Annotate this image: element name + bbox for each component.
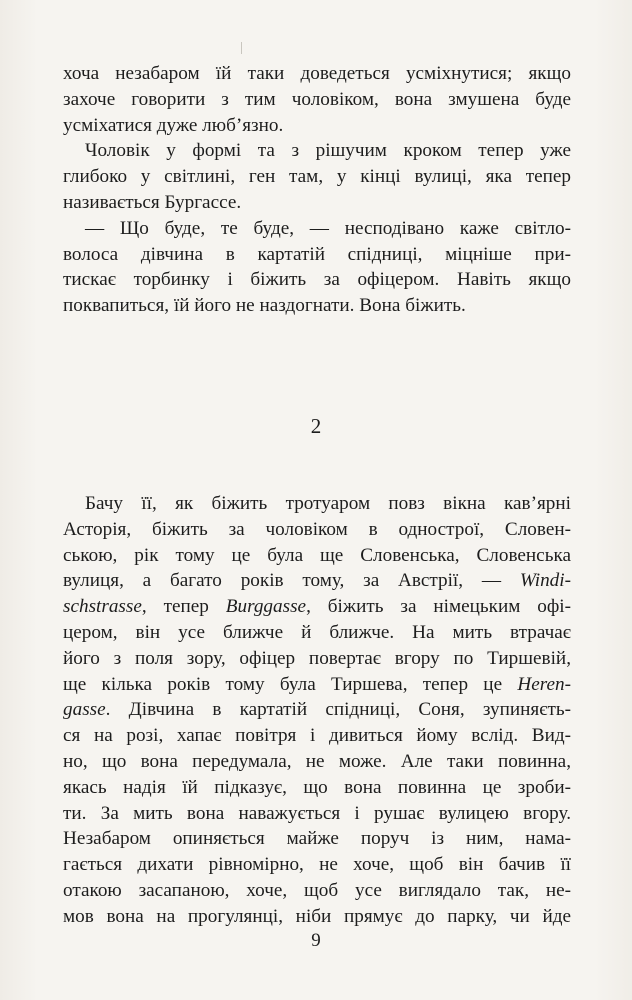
text-line	[63, 697, 571, 723]
text-line: — Що буде, те буде, — несподівано каже світло-	[85, 217, 571, 239]
text-span: , тепер	[141, 596, 209, 618]
text-span: . Дівчина в картатій спідниці, Соня, зупиняєть-	[105, 699, 571, 721]
text-line: отакою засапаною, хоче, щоб усе виглядало так, не-	[63, 879, 571, 901]
text-line: хоча незабаром їй таки доведеться усміхнутися; якщо	[63, 63, 571, 84]
text-span: ще кілька років тому була Тиршева, тепер це	[63, 673, 503, 695]
text-line: тискає торбинку і біжить за офіцером. Навіть якщо	[63, 269, 571, 291]
text-block-top	[63, 61, 571, 319]
text-line	[63, 568, 571, 594]
text-line: ською, рік тому це була ще Словенська, Словенська	[63, 544, 571, 566]
text-line	[63, 672, 571, 698]
text-line	[63, 594, 571, 620]
text-line: гається дихати рівномірно, не хоче, щоб він бачив її	[63, 854, 571, 876]
italic-street-name: Windi-	[519, 570, 571, 592]
text-line: волоса дівчина в картатій спідниці, міцніше при-	[63, 243, 571, 265]
italic-street-name: schstrasse	[63, 596, 142, 618]
italic-street-name: Burggasse	[225, 596, 307, 618]
text-line: Чоловік у формі та з рішучим кроком тепер уже	[85, 140, 571, 162]
text-line: цером, він усе ближче й ближче. На мить втрачає	[63, 621, 571, 643]
text-line: якась надія їй підказує, що вона повинна це зроби-	[63, 776, 571, 798]
chapter-number: 2	[310, 414, 322, 438]
text-line: ти. За мить вона наважується і рушає вулицею вгору.	[63, 802, 571, 824]
text-span: , біжить за німецьким офі-	[306, 596, 571, 618]
text-line: мов вона на прогулянці, ніби прямує до парку, чи йде	[63, 905, 571, 927]
text-line: захоче говорити з тим чоловіком, вона змушена буде	[63, 88, 571, 110]
text-line: усміхатися дуже люб’язно.	[63, 114, 284, 136]
text-line: Асторія, біжить за чоловіком в однострої, Словен-	[63, 518, 571, 540]
text-line: Незабаром опиняється майже поруч із ним, нама-	[63, 828, 571, 850]
text-line: но, що вона передумала, не може. Але таки повинна,	[63, 750, 571, 772]
text-line: ся на розі, хапає повітря і дивиться йому вслід. Вид-	[63, 725, 571, 747]
text-line: Бачу її, як біжить тротуаром повз вікна кав’ярні	[85, 493, 571, 514]
italic-street-name: Heren-	[517, 673, 571, 695]
text-span: вулиця, а багато років тому, за Австрії, —	[63, 570, 502, 592]
text-line: глибоко у світлині, ген там, у кінці вулиці, яка тепер	[63, 166, 571, 188]
text-block-chapter	[63, 491, 571, 930]
italic-street-name: gasse	[63, 699, 106, 721]
page-edge-mark	[241, 42, 242, 54]
text-line: поквапиться, їй його не наздогнати. Вона біжить.	[63, 295, 466, 317]
text-line: називається Бургассе.	[63, 191, 242, 213]
text-line: його з поля зору, офіцер повертає вгору по Тиршевій,	[63, 647, 571, 669]
page-number: 9	[311, 930, 321, 951]
